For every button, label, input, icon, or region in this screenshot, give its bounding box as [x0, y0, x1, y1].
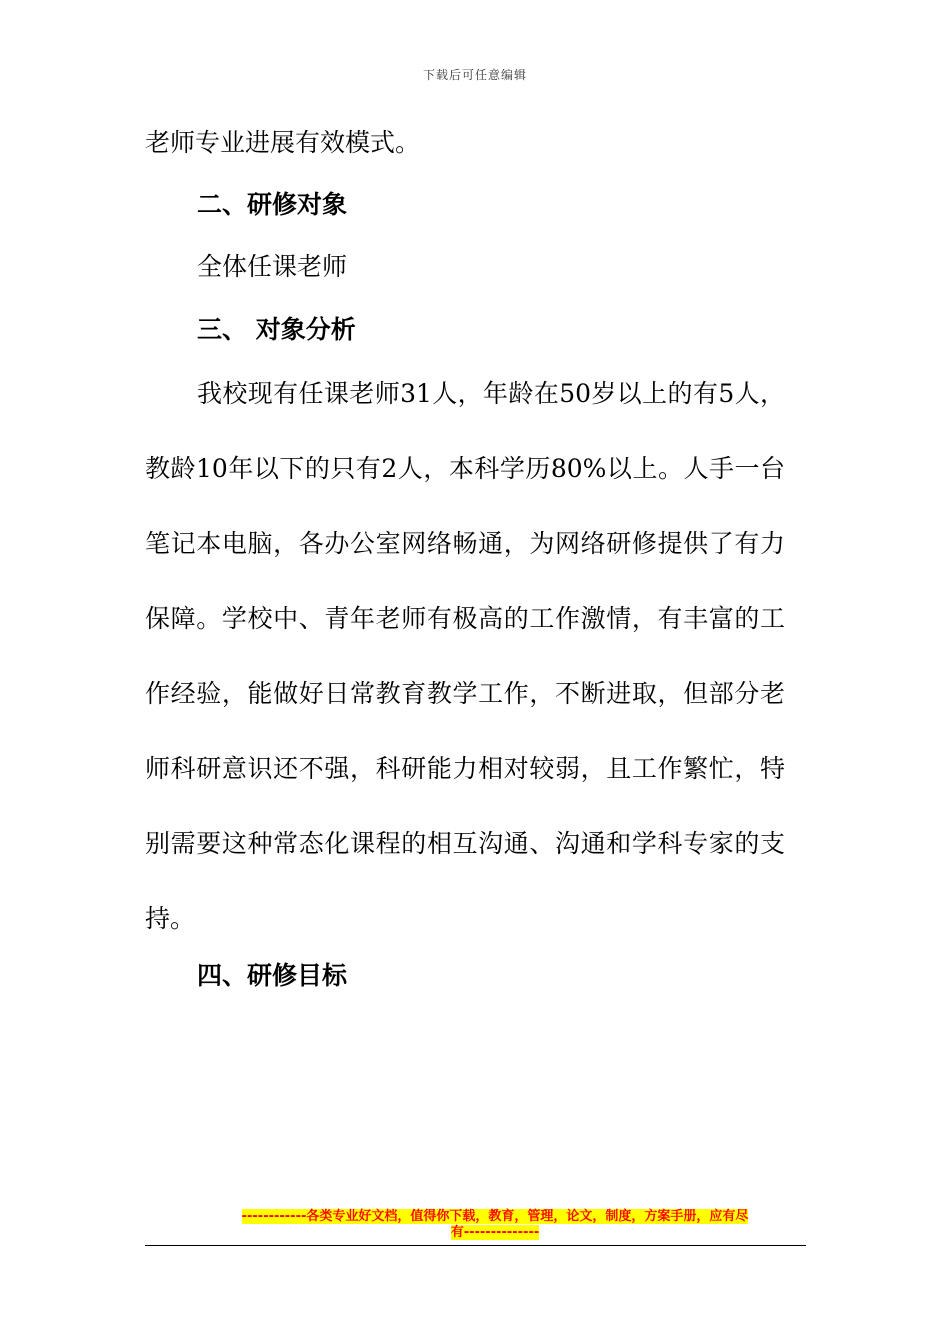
page-header: 下载后可任意编辑	[422, 68, 527, 82]
section-heading-3: 三、 对象分析	[197, 315, 356, 344]
page-footer	[215, 1209, 775, 1241]
section-heading-4: 四、研修目标	[197, 961, 348, 990]
footer-text-line-1: ------------各类专业好文档，值得你下载，教育，管理，论文，制度，方案手册，应有尽	[241, 1209, 749, 1224]
section-heading-2: 二、研修对象	[197, 190, 348, 219]
body-text-line: 老师专业进展有效模式。	[145, 128, 421, 157]
footer-text-line-2: 有--------------	[450, 1225, 540, 1240]
analysis-paragraph: 我校现有任课老师31人，年龄在50岁以上的有5人，教龄10年以下的只有2人，本科学历80%以上。人手一台笔记本电脑，各办公室网络畅通，为网络研修提供了有力保障。学校中、青年老师有极高的工作激情，有丰富的工作经验，能做好日常教育教学工作，不断进取，但部分老师科研意识还不强，科研能力相对较弱，且工作繁忙，特别需要这种常态化课程的相互沟通、沟通和学科专家的支持。	[145, 379, 785, 933]
body-text-line: 全体任课老师	[197, 252, 348, 281]
footer-divider	[145, 1245, 806, 1246]
